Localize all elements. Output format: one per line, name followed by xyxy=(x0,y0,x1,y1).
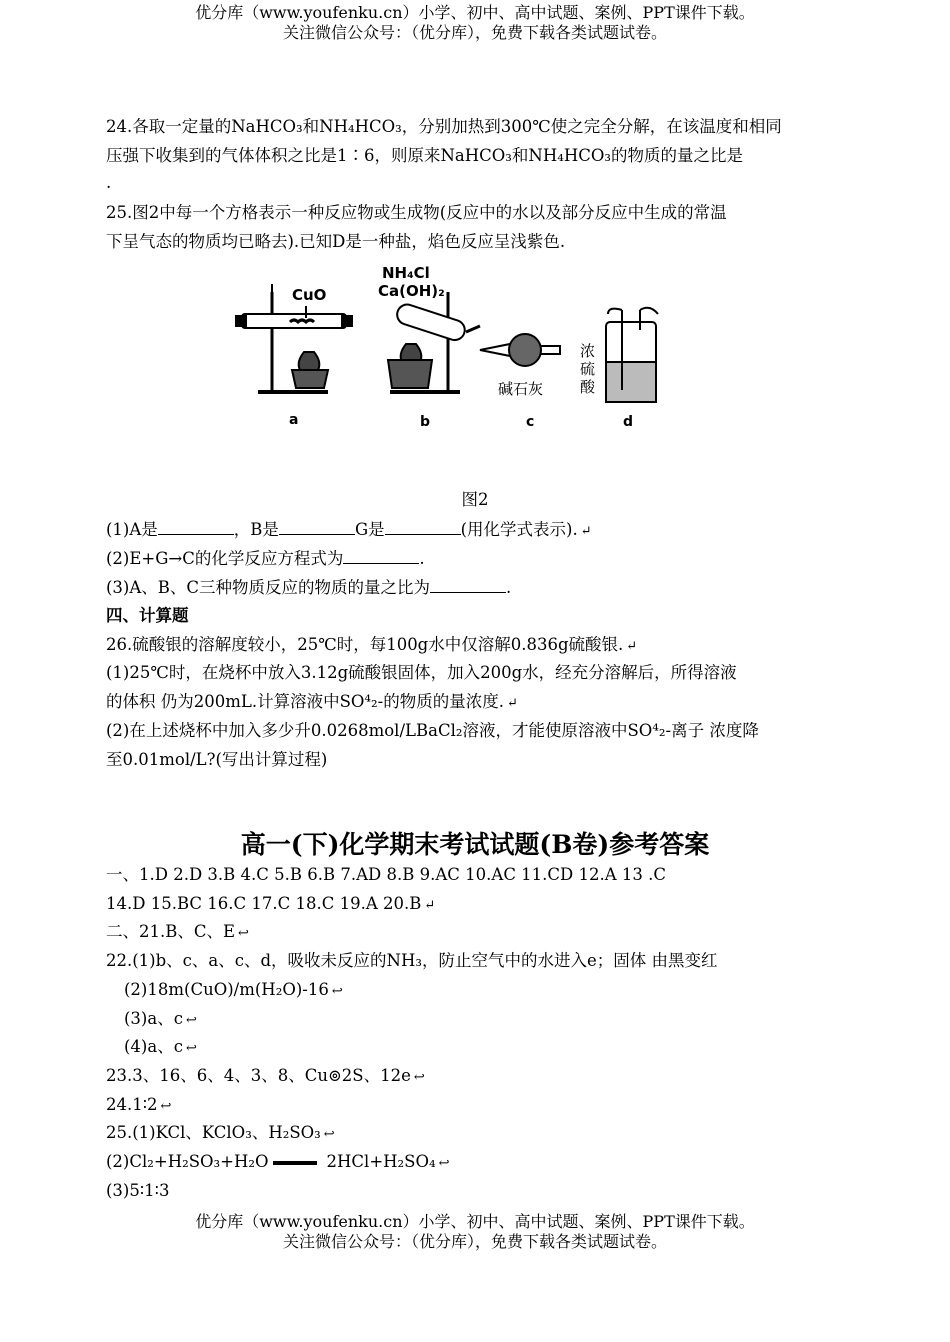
label-nh4cl: NH₄Cl xyxy=(382,264,430,282)
answer-line-11 xyxy=(106,1151,846,1175)
q26-intro-text: 26.硫酸银的溶解度较小，25℃时，每100g水中仅溶解0.836g硫酸银. xyxy=(106,635,624,654)
q25-part-2 xyxy=(106,547,846,570)
q25-part-3-b: . xyxy=(506,578,512,597)
label-caoh2: Ca(OH)₂ xyxy=(378,282,445,300)
q24-line-2: 压强下收集到的气体体积之比是1∶6，则原来NaHCO₃和NH₄HCO₃的物质的量之比是 xyxy=(106,146,744,165)
label-cuo: CuO xyxy=(292,286,327,304)
paragraph-mark: ↩ xyxy=(323,1127,335,1142)
answer-line-6 xyxy=(124,1008,864,1032)
answer-line-1: 一、1.D 2.D 3.B 4.C 5.B 6.B 7.AD 8.B 9.AC 10.AC 11.CD 12.A 13 .C xyxy=(106,865,667,884)
label-c: c xyxy=(526,414,535,430)
answer-line-7-text: (4)a、c xyxy=(124,1037,183,1056)
apparatus-b xyxy=(388,292,480,392)
label-acid-2: 硫 xyxy=(580,360,596,378)
footer-line-1: 优分库（www.youfenku.cn）小学、初中、高中试题、案例、PPT课件下载。 xyxy=(195,1212,755,1231)
blank-a xyxy=(158,518,234,535)
paragraph-mark: ↩ xyxy=(160,1099,172,1114)
label-acid-3: 酸 xyxy=(580,378,596,396)
return-mark: ↵ xyxy=(626,639,638,654)
q25-line-1: 25.图2中每一个方格表示一种反应物或生成物(反应中的水以及部分反应中生成的常温 xyxy=(106,203,727,222)
q25-line-2: 下呈气态的物质均已略去).已知D是一种盐，焰色反应呈浅紫色. xyxy=(106,232,566,251)
q25-part-2-a: (2)E+G→C的化学反应方程式为 xyxy=(106,549,344,568)
answer-line-10-text: 25.(1)KCl、KClO₃、H₂SO₃ xyxy=(106,1123,321,1142)
return-mark: ↵ xyxy=(580,524,592,539)
blank-ratio xyxy=(430,576,506,593)
answer-line-4: 22.(1)b、c、a、c、d，吸收未反应的NH₃，防止空气中的水进入e；固体 由黑变红 xyxy=(106,951,718,970)
q26-part-2-line-2: 至0.01mol/L?(写出计算过程) xyxy=(106,750,328,769)
q25-part-1-a: (1)A是 xyxy=(106,520,158,539)
answer-line-7 xyxy=(124,1036,864,1060)
answer-line-5 xyxy=(124,979,864,1003)
q26-part-1-line-1: (1)25℃时，在烧杯中放入3.12g硫酸银固体，加入200g水，经充分溶解后，所得溶液 xyxy=(106,663,737,682)
q25-part-3-a: (3)A、B、C三种物质反应的物质的量之比为 xyxy=(106,578,431,597)
paragraph-mark: ↩ xyxy=(238,926,249,941)
apparatus-c xyxy=(480,334,560,366)
paragraph-mark: ↩ xyxy=(185,1013,197,1028)
answer-line-2-text: 14.D 15.BC 16.C 17.C 18.C 19.A 20.B xyxy=(106,894,422,913)
q26-part-1-line-2 xyxy=(106,691,846,715)
answer-line-3 xyxy=(106,921,846,945)
answer-line-3-text: 二、21.B、C、E xyxy=(106,922,236,941)
label-acid-1: 浓 xyxy=(580,342,596,360)
answer-line-8 xyxy=(106,1065,846,1089)
label-b: b xyxy=(420,414,431,430)
q26-intro xyxy=(106,634,846,658)
q25-part-1 xyxy=(106,518,846,543)
header-line-2: 关注微信公众号：（优分库），免费下载各类试题试卷。 xyxy=(282,23,667,42)
q25-part-2-b: . xyxy=(419,549,425,568)
answer-line-10 xyxy=(106,1122,846,1146)
q25-part-3 xyxy=(106,576,846,599)
answer-line-9-text: 24.1∶2 xyxy=(106,1095,158,1114)
label-a: a xyxy=(289,412,299,428)
return-mark: ↵ xyxy=(506,696,518,711)
answer-line-5-text: (2)18m(CuO)/m(H₂O)-16 xyxy=(124,980,329,999)
label-lime: 碱石灰 xyxy=(498,380,544,398)
q26-part-1-line-2-text: 的体积 仍为200mL.计算溶液中SO⁴₂-的物质的量浓度. xyxy=(106,692,504,711)
answers-title: 高一(下)化学期末考试试题(B卷)参考答案 xyxy=(240,830,710,859)
q25-part-1-c: G是 xyxy=(354,520,385,539)
figure-caption: 图2 xyxy=(461,490,489,509)
apparatus-d xyxy=(606,308,658,402)
q24-line-3: . xyxy=(106,173,112,192)
answer-line-6-text: (3)a、c xyxy=(124,1009,183,1028)
answer-line-8-text: 23.3、16、6、4、3、8、Cu⊚2S、12e xyxy=(106,1066,411,1085)
equation-equals-bar xyxy=(273,1161,317,1165)
q25-part-1-b: ，B是 xyxy=(233,520,279,539)
answer-line-12: (3)5∶1∶3 xyxy=(106,1181,170,1200)
blank-b xyxy=(279,518,355,535)
paragraph-mark: ↩ xyxy=(438,1156,450,1171)
paragraph-mark: ↩ xyxy=(331,984,343,999)
paragraph-mark: ↩ xyxy=(413,1070,425,1085)
return-mark: ↵ xyxy=(424,898,436,913)
q24-line-1: 24.各取一定量的NaHCO₃和NH₄HCO₃，分别加热到300℃使之完全分解，在该温度和相同 xyxy=(106,117,782,136)
q25-part-1-d: (用化学式表示). xyxy=(460,520,578,539)
answer-line-9 xyxy=(106,1094,846,1118)
header-line-1: 优分库（www.youfenku.cn）小学、初中、高中试题、案例、PPT课件下载。 xyxy=(195,3,755,22)
apparatus-figure xyxy=(230,262,670,437)
paragraph-mark: ↩ xyxy=(185,1041,197,1056)
blank-equation xyxy=(343,547,419,564)
footer-line-2: 关注微信公众号：（优分库），免费下载各类试题试卷。 xyxy=(282,1232,667,1251)
section-4-heading: 四、计算题 xyxy=(106,606,189,625)
answer-line-11-lhs: (2)Cl₂+H₂SO₃+H₂O xyxy=(106,1152,269,1171)
answer-line-2 xyxy=(106,893,846,917)
blank-g xyxy=(385,518,461,535)
answer-line-11-rhs: 2HCl+H₂SO₄ xyxy=(326,1152,436,1171)
label-d: d xyxy=(623,414,634,430)
q26-part-2-line-1: (2)在上述烧杯中加入多少升0.0268mol/LBaCl₂溶液，才能使原溶液中SO⁴₂-离子 浓度降 xyxy=(106,721,759,740)
